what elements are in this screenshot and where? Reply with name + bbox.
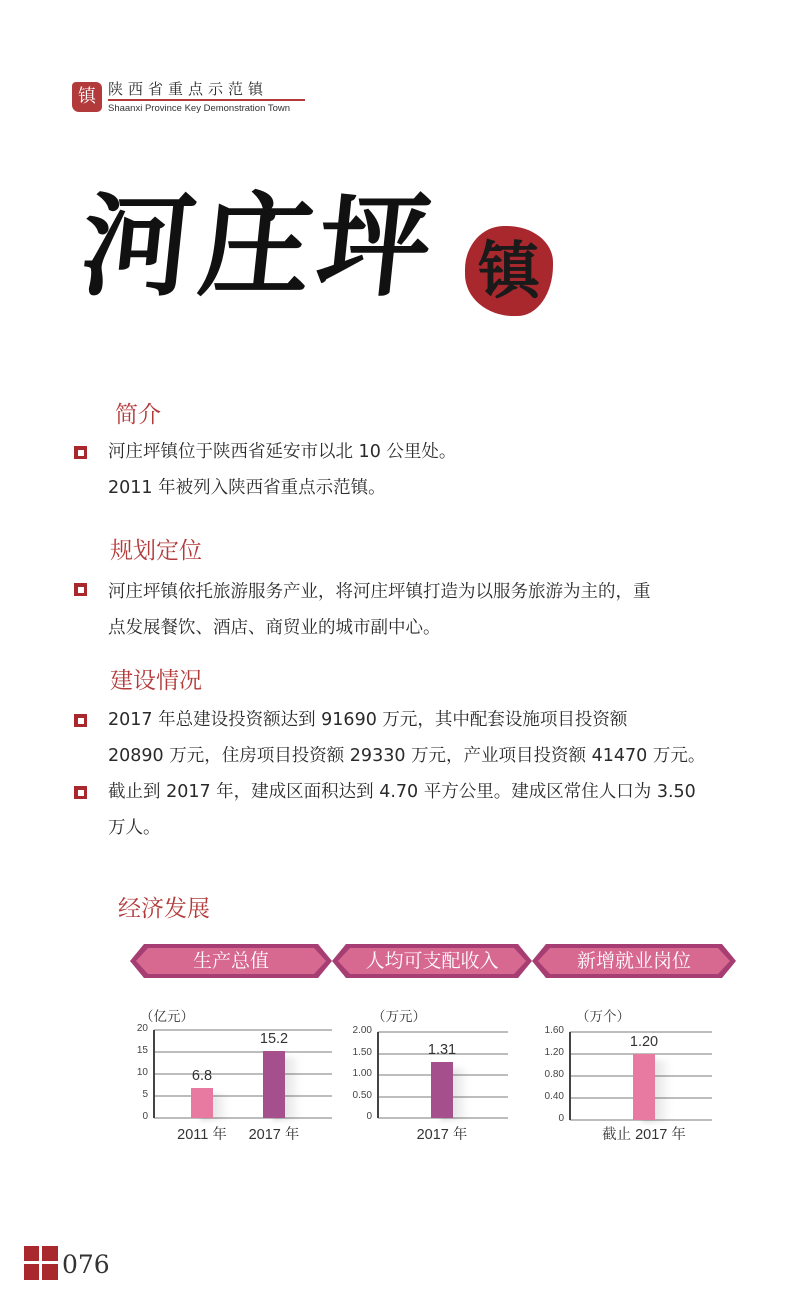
bar xyxy=(633,1054,655,1120)
section-title-construction: 建设情况 xyxy=(110,668,202,694)
ribbon-jobs-label: 新增就业岗位 xyxy=(576,950,691,972)
chart-unit-label: （亿元） xyxy=(140,1009,194,1025)
y-tick-label: 20 xyxy=(136,1023,148,1034)
header-title-cn: 陕西省重点示范镇 xyxy=(108,80,269,98)
gridline xyxy=(570,1031,712,1033)
ribbon-gdp xyxy=(130,944,332,978)
bar-value-label: 6.8 xyxy=(191,1068,213,1085)
bullet-marker xyxy=(74,583,87,596)
category-label: 2011 年 xyxy=(177,1127,227,1143)
bar-value-label: 1.31 xyxy=(427,1041,457,1058)
chart-income xyxy=(330,1005,520,1155)
chart-gdp xyxy=(110,1005,340,1155)
gridline xyxy=(154,1029,332,1031)
intro-line-1: 河庄坪镇位于陕西省延安市以北 10 公里处。 xyxy=(108,442,457,462)
town-seal-char: 镇 xyxy=(477,234,540,307)
bar xyxy=(263,1051,285,1118)
y-axis-line xyxy=(153,1030,155,1118)
header-seal-logo: 镇 xyxy=(72,82,102,112)
planning-line-1: 河庄坪镇依托旅游服务产业，将河庄坪镇打造为以服务旅游为主的，重 xyxy=(108,582,651,602)
gridline xyxy=(154,1095,332,1097)
y-tick-label: 1.60 xyxy=(544,1025,564,1036)
y-tick-label: 10 xyxy=(136,1067,148,1078)
town-name-title: 河庄坪 xyxy=(75,181,443,312)
header-divider xyxy=(108,99,305,101)
ribbon-income xyxy=(332,944,532,978)
y-tick-label: 5 xyxy=(142,1089,148,1100)
y-tick-label: 1.00 xyxy=(352,1068,372,1079)
bar xyxy=(191,1088,213,1118)
construction-b2-line-1: 截止到 2017 年，建成区面积达到 4.70 平方公里。建成区常住人口为 3.50 xyxy=(108,782,696,802)
gridline xyxy=(378,1031,508,1033)
bullet-marker xyxy=(74,714,87,727)
chart-unit-label: （万元） xyxy=(372,1009,426,1025)
y-tick-label: 0 xyxy=(366,1111,372,1122)
page-number: 076 xyxy=(62,1250,110,1279)
y-axis-line xyxy=(377,1032,379,1118)
section-title-planning: 规划定位 xyxy=(110,538,202,564)
planning-line-2: 点发展餐饮、酒店、商贸业的城市副中心。 xyxy=(108,618,441,638)
bar-value-label: 15.2 xyxy=(259,1031,289,1048)
construction-b1-line-1: 2017 年总建设投资额达到 91690 万元，其中配套设施项目投资额 xyxy=(108,710,628,730)
bullet-marker xyxy=(74,786,87,799)
y-tick-label: 1.50 xyxy=(352,1046,372,1058)
gridline xyxy=(154,1117,332,1119)
gridline xyxy=(154,1051,332,1053)
construction-b1-line-2: 20890 万元，住房项目投资额 29330 万元，产业项目投资额 41470 万元。 xyxy=(108,746,706,766)
ribbon-gdp-label: 生产总值 xyxy=(192,950,269,972)
y-axis-line xyxy=(569,1032,571,1120)
ribbon-income-label: 人均可支配收入 xyxy=(365,950,499,972)
y-tick-label: 0 xyxy=(142,1111,148,1122)
category-label: 截止 2017 年 xyxy=(602,1127,686,1143)
page-number-box xyxy=(24,1246,58,1280)
y-tick-label: 0.40 xyxy=(544,1091,564,1102)
section-title-intro: 简介 xyxy=(115,402,161,428)
category-label: 2017 年 xyxy=(416,1127,468,1143)
header-title-en: Shaanxi Province Key Demonstration Town xyxy=(108,103,291,114)
bar-value-label: 1.20 xyxy=(629,1034,659,1050)
y-tick-label: 1.20 xyxy=(544,1047,564,1058)
y-tick-label: 15 xyxy=(136,1045,148,1056)
bar xyxy=(431,1062,453,1118)
y-tick-label: 0.50 xyxy=(352,1089,372,1101)
intro-line-2: 2011 年被列入陕西省重点示范镇。 xyxy=(108,478,386,498)
section-title-economy: 经济发展 xyxy=(118,896,210,922)
y-tick-label: 2.00 xyxy=(352,1025,372,1036)
y-tick-label: 0.80 xyxy=(544,1069,564,1080)
y-tick-label: 0 xyxy=(558,1113,564,1124)
construction-b2-line-2: 万人。 xyxy=(108,818,161,838)
chart-unit-label: （万个） xyxy=(576,1009,630,1025)
chart-jobs xyxy=(520,1005,720,1155)
bullet-marker xyxy=(74,446,87,459)
category-label: 2017 年 xyxy=(248,1127,300,1143)
ribbon-jobs xyxy=(532,944,736,978)
